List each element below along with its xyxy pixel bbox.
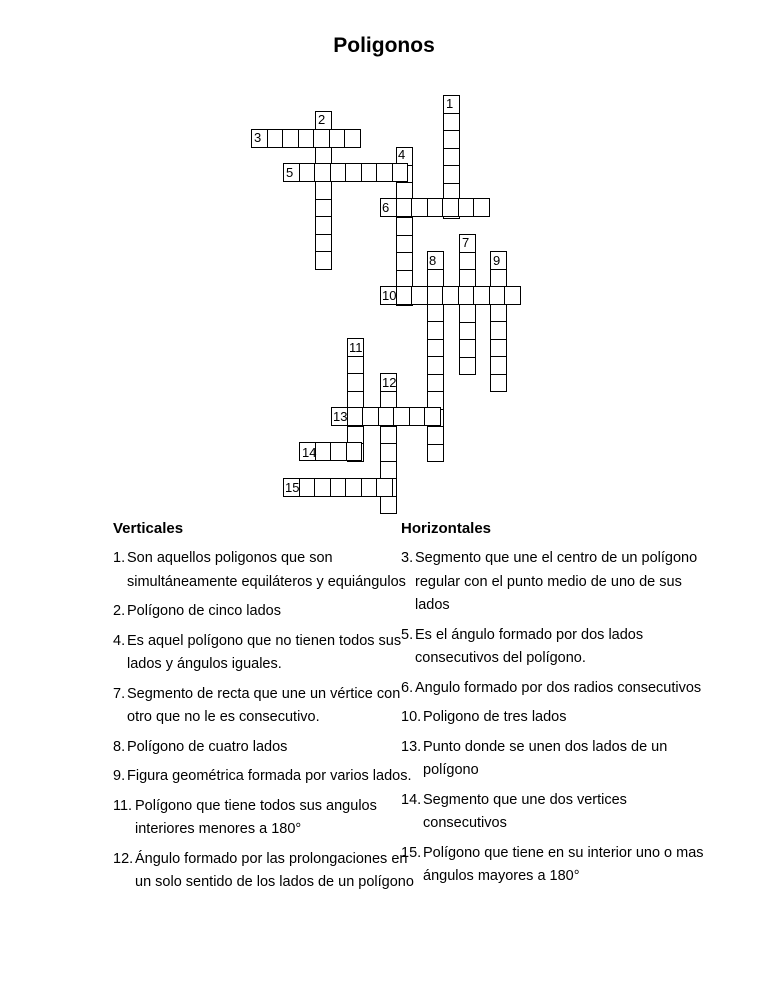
crossword-cell[interactable]	[315, 216, 332, 235]
crossword-cell[interactable]	[361, 163, 378, 182]
clue-number: 13.	[401, 738, 422, 755]
horizontales-heading: Horizontales	[401, 520, 492, 537]
crossword-cell[interactable]	[396, 198, 413, 217]
crossword-cell[interactable]	[362, 407, 379, 426]
horizontales-column	[401, 520, 711, 895]
clue-text: Punto donde se unen dos lados de un polígono	[423, 738, 668, 778]
crossword-cell[interactable]	[427, 321, 444, 340]
crossword-cell[interactable]	[427, 356, 444, 375]
crossword-cell[interactable]	[490, 356, 507, 375]
clue-item	[401, 706, 711, 730]
crossword-cell[interactable]	[346, 442, 363, 461]
clue-item	[401, 624, 711, 671]
crossword-cell[interactable]	[380, 443, 397, 462]
crossword-cell[interactable]	[299, 163, 316, 182]
crossword-cell[interactable]	[267, 129, 284, 148]
crossword-cell[interactable]	[330, 478, 347, 497]
crossword-cell[interactable]	[282, 129, 299, 148]
crossword-cell[interactable]	[330, 442, 347, 461]
clue-number: 3.	[401, 550, 414, 566]
clue-number: 11.	[113, 797, 133, 814]
crossword-cell[interactable]	[361, 478, 378, 497]
clue-item	[113, 683, 423, 730]
clue-item	[401, 547, 711, 618]
crossword-cell[interactable]	[473, 198, 490, 217]
clue-number: 1.	[113, 550, 126, 566]
crossword-cell[interactable]	[427, 339, 444, 358]
clue-number-label: 9	[493, 253, 501, 268]
crossword-cell[interactable]	[380, 496, 397, 515]
clue-number-label: 2	[318, 112, 326, 127]
crossword-cell[interactable]	[396, 252, 413, 271]
clue-text: Polígono que tiene en su interior uno o mas ángulos mayores a 180°	[423, 844, 704, 884]
clue-number: 15.	[401, 844, 422, 861]
crossword-cell[interactable]	[329, 129, 346, 148]
crossword-cell[interactable]	[330, 163, 347, 182]
crossword-cell[interactable]	[411, 198, 428, 217]
crossword-cell[interactable]	[345, 478, 362, 497]
clue-item	[113, 600, 423, 624]
clue-number: 12.	[113, 850, 134, 867]
clue-text: Son aquellos poligonos que son simultáneamente equiláteros y equiángulos	[127, 550, 406, 590]
clue-number: 9.	[113, 768, 126, 784]
page-title: Poligonos	[333, 34, 435, 57]
crossword-cell[interactable]	[315, 181, 332, 200]
crossword-cell[interactable]	[314, 163, 331, 182]
verticales-clue-list	[113, 547, 423, 895]
crossword-cell[interactable]	[396, 286, 413, 305]
clue-text: Es aquel polígono que no tienen todos sus lados y ángulos iguales.	[127, 632, 402, 672]
clue-item	[113, 848, 423, 895]
crossword-cell[interactable]	[490, 269, 507, 288]
clue-item	[113, 547, 423, 594]
crossword-cell[interactable]	[459, 357, 476, 376]
clue-item	[401, 677, 711, 701]
crossword-cell[interactable]	[298, 129, 315, 148]
crossword-cell[interactable]	[380, 461, 397, 480]
crossword-cell[interactable]	[427, 444, 444, 463]
clue-number-label: 5	[286, 165, 294, 180]
clue-item	[401, 842, 711, 889]
crossword-cell[interactable]	[376, 163, 393, 182]
clue-number-label: 13	[333, 409, 348, 424]
crossword-cell[interactable]	[490, 374, 507, 393]
clue-text: Segmento que une dos vertices consecutivos	[423, 791, 627, 831]
crossword-cell[interactable]	[299, 478, 316, 497]
clue-text: Es el ángulo formado por dos lados consecutivos del polígono.	[415, 626, 644, 666]
crossword-cell[interactable]	[313, 129, 330, 148]
crossword-cell[interactable]	[409, 407, 426, 426]
crossword-cell[interactable]	[443, 148, 460, 167]
crossword-cell[interactable]	[427, 269, 444, 288]
clue-number-label: 11	[349, 340, 363, 355]
crossword-cell[interactable]	[473, 286, 490, 305]
clue-number: 14.	[401, 791, 422, 808]
crossword-cell[interactable]	[347, 356, 364, 375]
crossword-cell[interactable]	[424, 407, 441, 426]
crossword-cell[interactable]	[427, 286, 444, 305]
clue-number-label: 1	[446, 96, 454, 111]
clue-number-label: 10	[382, 288, 397, 303]
clue-item	[113, 795, 423, 842]
clue-item	[113, 736, 423, 760]
clue-text: Figura geométrica formada por varios lados.	[127, 768, 412, 784]
crossword-cell[interactable]	[380, 426, 397, 445]
horizontales-clue-list	[401, 547, 711, 889]
crossword-cell[interactable]	[347, 373, 364, 392]
clue-number: 2.	[113, 603, 126, 619]
crossword-cell[interactable]	[427, 198, 444, 217]
clue-number-label: 7	[462, 235, 470, 250]
crossword-cell[interactable]	[443, 165, 460, 184]
crossword-cell[interactable]	[442, 198, 459, 217]
crossword-cell[interactable]	[315, 442, 332, 461]
crossword-cell[interactable]	[347, 407, 364, 426]
crossword-cell[interactable]	[443, 130, 460, 149]
clue-item	[401, 736, 711, 783]
clue-number-label: 4	[398, 147, 406, 162]
crossword-cell[interactable]	[396, 235, 413, 254]
crossword-cell[interactable]	[443, 113, 460, 132]
verticales-column	[113, 520, 423, 901]
clue-item	[113, 765, 423, 789]
verticales-heading: Verticales	[113, 520, 184, 537]
crossword-cell[interactable]	[459, 339, 476, 358]
clue-number-label: 8	[429, 253, 437, 268]
clue-text: Poligono de tres lados	[423, 709, 567, 725]
crossword-cell[interactable]	[392, 163, 409, 182]
crossword-cell[interactable]	[315, 251, 332, 270]
crossword-cell[interactable]	[344, 129, 361, 148]
crossword-cell[interactable]	[459, 269, 476, 288]
clue-number-label: 3	[254, 130, 262, 145]
crossword-cell[interactable]	[490, 321, 507, 340]
crossword-cell[interactable]	[459, 322, 476, 341]
crossword-cell[interactable]	[489, 286, 506, 305]
clue-number: 5.	[401, 626, 414, 643]
crossword-cell[interactable]	[427, 304, 444, 323]
clue-number: 10.	[401, 709, 422, 725]
crossword-cell[interactable]	[458, 198, 475, 217]
clue-number: 4.	[113, 632, 126, 649]
crossword-cell[interactable]	[314, 478, 331, 497]
clue-number-label: 15	[285, 480, 300, 495]
crossword-cell[interactable]	[315, 234, 332, 253]
clue-item	[401, 789, 711, 836]
clue-text: Segmento que une el centro de un polígono regular con el punto medio de uno de sus lados	[415, 550, 698, 613]
clue-text: Ángulo formado por las prolongaciones en un solo sentido de los lados de un polígono	[135, 850, 414, 890]
crossword-cell[interactable]	[315, 146, 332, 165]
crossword-cell[interactable]	[393, 407, 410, 426]
crossword-cell[interactable]	[427, 374, 444, 393]
clue-text: Polígono de cinco lados	[127, 603, 281, 619]
clue-number-label: 12	[382, 375, 397, 390]
clue-text: Polígono de cuatro lados	[127, 738, 288, 755]
crossword-cell[interactable]	[411, 286, 428, 305]
clue-number-label: 14	[302, 445, 317, 460]
crossword-cell[interactable]	[459, 304, 476, 323]
crossword-cell[interactable]	[490, 339, 507, 358]
crossword-cell[interactable]	[442, 286, 459, 305]
clue-item	[113, 630, 423, 677]
clue-number: 8.	[113, 738, 126, 755]
clue-text: Polígono que tiene todos sus angulos interiores menores a 180°	[135, 797, 377, 837]
clue-number: 7.	[113, 685, 126, 702]
crossword-cell[interactable]	[427, 426, 444, 445]
crossword-cell[interactable]	[396, 217, 413, 236]
crossword-cell[interactable]	[378, 407, 395, 426]
crossword-cell[interactable]	[459, 252, 476, 271]
clue-text: Segmento de recta que une un vértice con otro que no le es consecutivo.	[127, 685, 401, 725]
clue-number-label: 6	[382, 200, 390, 215]
clue-number: 6.	[401, 679, 414, 696]
crossword-cell[interactable]	[315, 199, 332, 218]
clue-text: Angulo formado por dos radios consecutivos	[415, 679, 702, 696]
crossword-cell[interactable]	[345, 163, 362, 182]
crossword-cell[interactable]	[504, 286, 521, 305]
crossword-cell[interactable]	[458, 286, 475, 305]
crossword-cell[interactable]	[490, 304, 507, 323]
crossword-cell[interactable]	[376, 478, 393, 497]
